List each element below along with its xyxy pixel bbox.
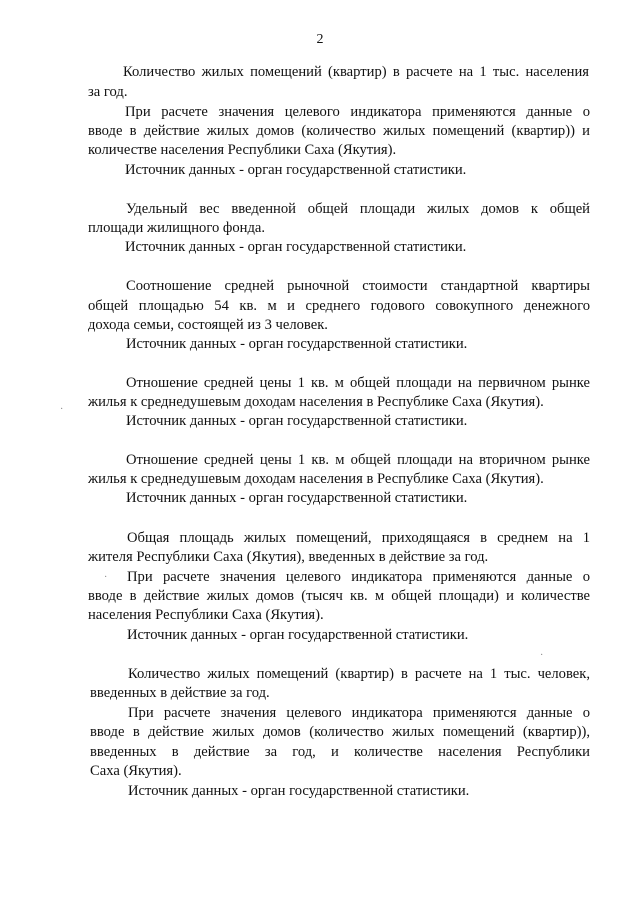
scan-speck: · <box>60 404 64 415</box>
text-line: населения Республики Саха (Якутия). <box>88 607 324 623</box>
text-line: При расчете значения целевого индикатора применяются данные о <box>128 705 590 721</box>
text-line: Отношение средней цены 1 кв. м общей площади на вторичном рынке <box>126 452 590 468</box>
text-line: Источник данных - орган государственной статистики. <box>128 783 470 799</box>
text-line: При расчете значения целевого индикатора применяются данные о <box>125 104 590 120</box>
text-line: Общая площадь жилых помещений, приходящаяся в среднем на 1 <box>127 530 590 546</box>
text-line: дохода семьи, состоящей из 3 человек. <box>88 317 328 333</box>
text-line: вводе в действие жилых домов (количество жилых помещений (квартир)), <box>90 724 590 740</box>
text-line: вводе в действие жилых домов (количество жилых помещений (квартир)) и <box>88 123 590 139</box>
text-line: жилья к среднедушевым доходам населения в Республике Саха (Якутия). <box>88 471 544 487</box>
text-line: количестве населения Республики Саха (Якутия). <box>88 142 397 158</box>
text-line: введенных в действие за год. <box>90 685 270 701</box>
text-line: Отношение средней цены 1 кв. м общей площади на первичном рынке <box>126 375 590 391</box>
text-line: Источник данных - орган государственной статистики. <box>126 413 468 429</box>
scan-speck: · <box>104 572 108 583</box>
text-line: Количество жилых помещений (квартир) в расчете на 1 тыс. населения <box>123 64 589 80</box>
page-number: 2 <box>316 32 324 47</box>
text-line: за год. <box>88 84 128 100</box>
text-line: При расчете значения целевого индикатора применяются данные о <box>127 569 590 585</box>
text-line: Источник данных - орган государственной статистики. <box>125 239 467 255</box>
text-line: общей площадью 54 кв. м и среднего годового совокупного денежного <box>88 298 590 314</box>
text-line: Источник данных - орган государственной статистики. <box>127 627 469 643</box>
text-line: Источник данных - орган государственной статистики. <box>126 490 468 506</box>
text-line: Удельный вес введенной общей площади жилых домов к общей <box>126 201 590 217</box>
text-line: жилья к среднедушевым доходам населения в Республике Саха (Якутия). <box>88 394 544 410</box>
text-line: Саха (Якутия). <box>90 763 182 779</box>
text-line: Источник данных - орган государственной статистики. <box>125 162 467 178</box>
scan-speck: · <box>540 650 544 661</box>
text-line: вводе в действие жилых домов (тысяч кв. м общей площади) и количестве <box>88 588 590 604</box>
text-line: Источник данных - орган государственной статистики. <box>126 336 468 352</box>
text-line: площади жилищного фонда. <box>88 220 265 236</box>
text-line: Количество жилых помещений (квартир) в расчете на 1 тыс. человек, <box>128 666 590 682</box>
text-line: введенных в действие за год, и количестве населения Республики <box>90 744 590 760</box>
text-line: жителя Республики Саха (Якутия), введенных в действие за год. <box>88 549 489 565</box>
text-line: Соотношение средней рыночной стоимости стандартной квартиры <box>126 278 590 294</box>
